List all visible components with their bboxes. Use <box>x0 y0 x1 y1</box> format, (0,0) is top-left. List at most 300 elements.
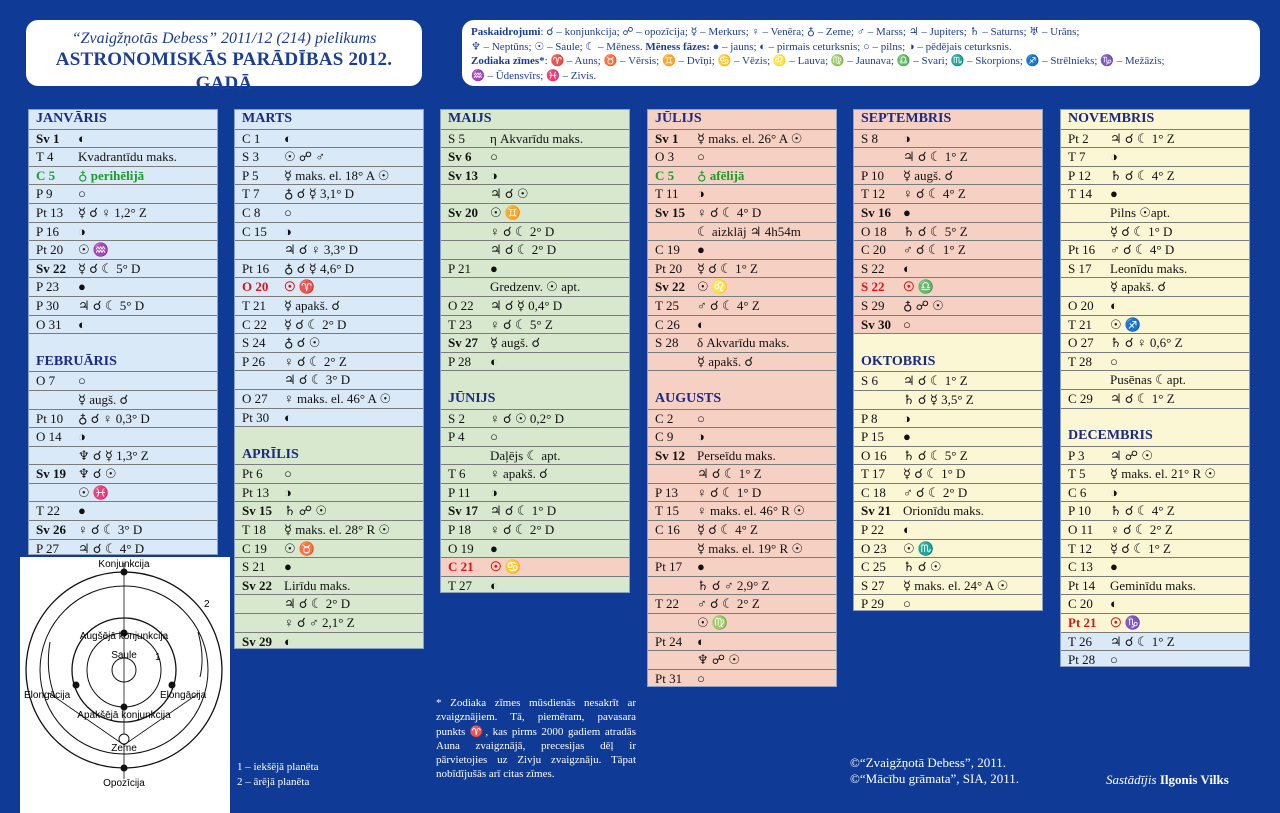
event-text: ○ <box>78 186 86 202</box>
event-text: ● <box>78 503 86 519</box>
month-augusts <box>648 410 836 688</box>
event-row <box>648 577 836 596</box>
event-date: C 9 <box>655 429 674 445</box>
event-row <box>854 558 1042 577</box>
footnote: * Zodiaka zīmes mūsdienās nesakrīt ar zvaigznājiem. Tā, piemēram, pavasara punkts ♈, kas pirms 2000 gadiem atradās Auna zvaigznājā, precesijas dēļ ir pārvietojies uz Zivju zvaigznāju. Tāpat nobīdījušās arī citas zīmes. <box>436 697 636 781</box>
event-row <box>854 204 1042 223</box>
event-row <box>235 241 423 260</box>
event-date: P 30 <box>36 297 59 313</box>
event-text: ◑ <box>697 429 705 445</box>
event-row <box>854 278 1042 297</box>
event-row <box>854 595 1042 611</box>
event-date: P 27 <box>36 540 59 555</box>
event-date: Sv 15 <box>655 204 685 220</box>
event-date: O 22 <box>448 297 474 313</box>
event-date: C 26 <box>655 316 680 332</box>
author <box>1106 772 1229 788</box>
event-row <box>1061 577 1249 596</box>
event-text: ♂ ☌ ☾ 2° D <box>903 484 968 500</box>
event-text: ◐ <box>903 260 911 276</box>
event-date: O 18 <box>861 223 887 239</box>
legend-line2b: ● – jauns; ◐ – pirmais ceturksnis; ○ – pilns; ◑ – pēdējais ceturksnis. <box>709 40 1012 53</box>
month-heading: JŪLIJS <box>648 110 836 130</box>
event-text: ♂ ☌ ☾ 4° Z <box>697 297 760 313</box>
event-row <box>648 278 836 297</box>
event-text: ◐ <box>1110 596 1118 612</box>
event-date: T 21 <box>1068 316 1092 332</box>
event-text: ♀ ☌ ☾ 2° Z <box>284 353 347 369</box>
event-row <box>854 223 1042 242</box>
event-row <box>854 316 1042 335</box>
event-row <box>29 297 217 316</box>
diagram-label-saule: Saule <box>111 650 137 661</box>
event-text: Pusēnas ☾apt. <box>1110 372 1186 388</box>
event-row <box>235 465 423 484</box>
event-text: ♃ ☍ ☉ <box>1110 447 1153 463</box>
legend-label: Paskaidrojumi <box>471 26 541 38</box>
legend-zodiac-label: Zodiaka zīmes* <box>471 55 545 68</box>
event-row <box>235 278 423 297</box>
event-text: ☿ maks. el. 18° A ☉ <box>284 167 390 183</box>
month-heading: OKTOBRIS <box>854 353 1042 373</box>
event-date: Sv 22 <box>242 577 272 593</box>
event-row <box>854 465 1042 484</box>
event-date: T 25 <box>655 297 679 313</box>
event-date: C 20 <box>1068 596 1093 612</box>
event-text: ♀ ☌ ☉ 0,2° D <box>490 410 564 426</box>
event-row <box>441 278 629 297</box>
event-text: ♄ ☌ ☾ 4° Z <box>1110 503 1175 519</box>
event-date: C 6 <box>1068 484 1087 500</box>
event-text: ○ <box>284 204 292 220</box>
event-row <box>29 410 217 429</box>
event-row <box>441 353 629 372</box>
column-may-jun <box>440 109 630 593</box>
event-text: ☉ ☍ ♂ <box>284 149 326 165</box>
event-text: ☿ ☌ ☾ 1° D <box>903 466 966 482</box>
event-text: ♀ ☌ ☾ 2° D <box>490 223 555 239</box>
month-junijs <box>441 410 629 594</box>
event-date: T 22 <box>655 596 679 612</box>
month-heading: JŪNIJS <box>441 390 629 410</box>
event-text: ♃ ☌ ☾ 1° D <box>490 503 557 519</box>
event-date: Pt 21 <box>1068 615 1097 631</box>
event-date: P 9 <box>36 186 53 202</box>
event-date: Pt 16 <box>242 260 270 276</box>
event-row <box>235 558 423 577</box>
event-date: P 16 <box>36 223 59 239</box>
event-text: ○ <box>903 316 911 332</box>
event-date: T 12 <box>861 186 885 202</box>
diagram-label-elong-left: Elongācija <box>24 690 71 701</box>
event-row <box>648 316 836 335</box>
event-text: ♆ ☌ ☿ 1,3° Z <box>78 447 149 463</box>
event-text: ☉ ♈ <box>284 279 316 295</box>
event-row <box>235 167 423 186</box>
event-row <box>235 540 423 559</box>
event-date: O 23 <box>861 540 887 556</box>
event-row <box>1061 204 1249 223</box>
event-row <box>648 558 836 577</box>
event-row <box>235 614 423 633</box>
month-heading: MARTS <box>235 110 423 130</box>
event-row <box>854 502 1042 521</box>
event-date: T 26 <box>1068 633 1092 649</box>
event-date: T 7 <box>1068 149 1086 165</box>
event-date: O 20 <box>242 279 269 295</box>
month-septembris <box>854 130 1042 335</box>
event-text: ● <box>697 559 705 575</box>
event-row <box>1061 371 1249 390</box>
event-text: ○ <box>903 596 911 611</box>
event-date: Sv 29 <box>242 633 272 649</box>
event-text: ♁ perihēlijā <box>78 167 145 183</box>
event-text: ☿ ☌ ☾ 5° D <box>78 260 141 276</box>
event-text: ♃ ☌ ☾ 1° Z <box>1110 390 1175 406</box>
event-text: ☿ apakš. ☌ <box>1110 279 1167 295</box>
event-date: Sv 27 <box>448 335 478 351</box>
column-jan-feb <box>28 109 218 555</box>
event-text: ◑ <box>903 130 911 146</box>
event-date: C 20 <box>861 242 886 258</box>
event-row <box>235 334 423 353</box>
event-row <box>854 297 1042 316</box>
event-row <box>441 558 629 577</box>
month-marts <box>235 130 423 428</box>
month-julijs <box>648 130 836 372</box>
event-row <box>1061 167 1249 186</box>
event-text: ♄ ☌ ☾ 4° Z <box>1110 167 1175 183</box>
event-date: S 29 <box>861 297 885 313</box>
month-januaris <box>29 130 217 335</box>
event-date: P 15 <box>861 429 884 445</box>
event-date: O 27 <box>1068 335 1094 351</box>
event-date: P 8 <box>861 410 878 426</box>
event-date: C 19 <box>655 242 680 258</box>
event-text: ♀ apakš. ☌ <box>490 466 548 482</box>
event-date: P 10 <box>1068 503 1091 519</box>
event-date: P 5 <box>242 167 259 183</box>
legend-line1: : ☌ – konjunkcija; ☍ – opozīcija; ☿ – Merkurs; ♀ – Venēra; ♁ – Zeme; ♂ – Marss; ♃ – Jupiters; ♄ – Saturns; ♅ – Urāns; <box>540 26 1080 38</box>
event-text: ♂ ☌ ☾ 4° D <box>1110 242 1175 258</box>
diagram-label-num2: 2 <box>204 599 210 610</box>
event-date: C 5 <box>36 167 56 183</box>
event-row <box>441 428 629 447</box>
event-text: ☉ ♍ <box>697 615 729 631</box>
event-row <box>235 409 423 428</box>
event-row <box>29 167 217 186</box>
event-text: ♀ ☌ ☾ 3° D <box>78 522 143 538</box>
event-row <box>648 185 836 204</box>
event-date: T 27 <box>448 577 472 593</box>
event-row <box>235 204 423 223</box>
event-text: ● <box>903 429 911 445</box>
event-text: ☉ ♒ <box>78 242 110 258</box>
event-text: ♄ ☌ ☾ 5° Z <box>903 223 968 239</box>
event-row <box>1061 465 1249 484</box>
event-row <box>648 148 836 167</box>
event-date: O 20 <box>1068 297 1094 313</box>
event-text: ♄ ☍ ☉ <box>284 503 327 519</box>
event-date: S 22 <box>861 260 885 276</box>
event-text: ○ <box>697 670 705 686</box>
event-date: C 8 <box>242 204 261 220</box>
month-heading: JANVĀRIS <box>29 110 217 130</box>
event-row <box>441 297 629 316</box>
event-row <box>29 521 217 540</box>
event-date: T 14 <box>1068 186 1092 202</box>
event-row <box>441 540 629 559</box>
event-row <box>441 241 629 260</box>
event-row <box>441 577 629 593</box>
month-heading: DECEMBRIS <box>1061 427 1249 447</box>
diagram-legend-line2: 2 – ārējā planēta <box>237 776 310 788</box>
event-text: ♂ ☌ ☾ 1° Z <box>903 242 966 258</box>
event-text: ☉ ♉ <box>284 540 316 556</box>
event-text: ◐ <box>284 409 292 425</box>
diagram-label-elong-right: Elongācija <box>160 690 207 701</box>
event-text: ● <box>78 279 86 295</box>
author-label: Sastādījis <box>1106 772 1157 787</box>
event-row <box>648 484 836 503</box>
event-row <box>1061 185 1249 204</box>
event-text: ♀ ☌ ☾ 5° Z <box>490 316 553 332</box>
event-date: O 16 <box>861 447 887 463</box>
event-date: Sv 30 <box>861 316 891 332</box>
event-text: ♁ ☌ ♀ 0,3° D <box>78 410 150 426</box>
event-text: ○ <box>697 149 705 165</box>
event-date: Pt 28 <box>1068 652 1096 667</box>
event-text: ☿ apakš. ☌ <box>697 353 754 369</box>
event-date: Sv 16 <box>861 204 891 220</box>
event-text: ☿ ☌ ☾ 1° Z <box>1110 540 1172 556</box>
event-text: ♀ ☌ ☾ 1° D <box>697 484 762 500</box>
event-text: ♁ ☍ ☉ <box>903 297 944 313</box>
event-text: ☿ ☌ ☾ 2° D <box>284 316 347 332</box>
event-text: ◑ <box>284 484 292 500</box>
month-heading: NOVEMBRIS <box>1061 110 1249 130</box>
event-row <box>648 447 836 466</box>
copyright-line2: ©“Mācību grāmata”, SIA, 2011. <box>850 771 1019 786</box>
event-text: ☿ augš. ☌ <box>490 335 541 351</box>
event-text: ☿ ☌ ☾ 4° Z <box>697 522 759 538</box>
event-date: T 21 <box>242 297 266 313</box>
event-row <box>1061 614 1249 633</box>
event-date: P 22 <box>861 522 884 538</box>
event-row <box>29 372 217 391</box>
event-date: Sv 21 <box>861 503 891 519</box>
event-text: ☾ aizklāj ♃ 4h54m <box>697 223 801 239</box>
orbit-diagram-svg <box>20 557 230 813</box>
event-text: ♃ ☌ ☾ 5° D <box>78 297 145 313</box>
event-date: Sv 15 <box>242 503 272 519</box>
event-date: P 11 <box>448 484 471 500</box>
diagram-label-apaksja: Apakšējā konjunkcija <box>77 710 171 721</box>
event-row <box>235 371 423 390</box>
event-row <box>1061 595 1249 614</box>
event-date: Pt 2 <box>1068 130 1089 146</box>
event-date: C 25 <box>861 559 886 575</box>
event-row <box>1061 297 1249 316</box>
event-row <box>1061 353 1249 372</box>
event-row <box>854 521 1042 540</box>
event-row <box>441 447 629 466</box>
event-text: ♄ ☌ ☉ <box>903 559 942 575</box>
event-row <box>648 260 836 279</box>
event-date: Pt 6 <box>242 466 263 482</box>
event-text: ♃ ☌ ☾ 2° D <box>284 596 351 612</box>
month-heading: APRĪLIS <box>235 446 423 466</box>
event-date: P 29 <box>861 596 884 611</box>
event-text: ☉ ♋ <box>490 559 522 575</box>
event-date: P 18 <box>448 522 471 538</box>
event-text: ◐ <box>1110 297 1118 313</box>
event-text: ♀ ☌ ☾ 2° Z <box>1110 522 1173 538</box>
copyright-line1: ©“Zvaigžņotā Debess”, 2011. <box>850 755 1006 770</box>
event-row <box>29 447 217 466</box>
event-row <box>648 167 836 186</box>
event-text: ♆ ☍ ☉ <box>697 652 740 668</box>
event-row <box>648 633 836 652</box>
month-heading: AUGUSTS <box>648 390 836 410</box>
event-text: ◑ <box>697 186 705 202</box>
column-mar-apr <box>234 109 424 649</box>
event-date: O 14 <box>36 429 62 445</box>
event-date: Pt 30 <box>242 409 270 425</box>
event-text: ☉ ♌ <box>697 279 729 295</box>
event-text: ○ <box>490 429 498 445</box>
legend-line4: ♒ – Ūdensvīrs; ♓ – Zivis. <box>471 69 597 82</box>
event-text: ☉ ♓ <box>78 484 110 500</box>
diagram-label-zeme: Zeme <box>111 743 137 754</box>
event-text: ☉ ♏ <box>903 540 935 556</box>
event-date: O 27 <box>242 390 268 406</box>
event-row <box>648 595 836 614</box>
event-row <box>854 577 1042 596</box>
event-text: ○ <box>284 466 292 482</box>
event-row <box>29 465 217 484</box>
event-date: O 11 <box>1068 522 1094 538</box>
event-text: ◐ <box>490 577 498 593</box>
event-text: ☉ ♎ <box>903 279 935 295</box>
event-row <box>648 521 836 540</box>
event-row <box>29 204 217 223</box>
event-text: ♃ ☌ ☿ 0,4° D <box>490 297 563 313</box>
event-row <box>648 223 836 242</box>
event-text: ♄ ☌ ♀ 0,6° Z <box>1110 335 1183 351</box>
event-row <box>441 410 629 429</box>
event-row <box>648 297 836 316</box>
event-date: Sv 1 <box>36 130 60 146</box>
event-row <box>648 241 836 260</box>
event-row <box>854 447 1042 466</box>
event-row <box>235 223 423 242</box>
event-row <box>441 260 629 279</box>
event-text: Pilns ☉apt. <box>1110 204 1171 220</box>
event-text: ● <box>490 540 498 556</box>
event-date: T 4 <box>36 149 54 165</box>
event-text: ♁ afēlijā <box>697 167 745 183</box>
event-date: Sv 22 <box>655 279 685 295</box>
event-date: Sv 13 <box>448 167 478 183</box>
event-row <box>1061 130 1249 149</box>
event-row <box>854 540 1042 559</box>
event-date: S 17 <box>1068 260 1092 276</box>
event-text: ♄ ☌ ☿ 3,5° Z <box>903 391 974 407</box>
event-row <box>235 353 423 372</box>
event-text: ♆ ☌ ☉ <box>78 466 117 482</box>
page-subtitle: “Zvaigžņotās Debess” 2011/12 (214) pielikums <box>71 30 377 47</box>
event-text: ◑ <box>284 223 292 239</box>
event-text: ◑ <box>903 410 911 426</box>
event-text: ☿ maks. el. 26° A ☉ <box>697 130 803 146</box>
event-text: ♂ ☌ ☾ 2° Z <box>697 596 760 612</box>
event-text: ○ <box>1110 652 1118 667</box>
event-date: Pt 20 <box>36 242 64 258</box>
event-date: S 8 <box>861 130 878 146</box>
event-row <box>441 465 629 484</box>
event-date: C 19 <box>242 540 267 556</box>
event-row <box>441 148 629 167</box>
event-text: ◑ <box>490 484 498 500</box>
event-text: ● <box>903 204 911 220</box>
event-date: S 6 <box>861 373 878 389</box>
event-text: ○ <box>1110 353 1118 369</box>
event-text: ◑ <box>78 429 86 445</box>
event-date: T 7 <box>242 186 260 202</box>
event-row <box>648 465 836 484</box>
event-text: ♄ ☌ ☾ 5° Z <box>903 447 968 463</box>
event-row <box>235 521 423 540</box>
event-date: O 7 <box>36 373 56 389</box>
legend-phases-label: Mēness fāzes: <box>645 40 710 53</box>
event-date: C 2 <box>655 410 674 426</box>
event-row <box>29 260 217 279</box>
event-row <box>441 484 629 503</box>
month-oktobris <box>854 372 1042 611</box>
diagram-legend <box>237 760 319 790</box>
event-text: Orionīdu maks. <box>903 503 984 519</box>
diagram-label-opozicija: Opozīcija <box>103 778 145 789</box>
event-text: ☿ ☌ ☾ 1° D <box>1110 223 1173 239</box>
event-row <box>1061 540 1249 559</box>
event-text: ♃ ☌ ☾ 3° D <box>284 372 351 388</box>
event-date: C 21 <box>448 559 474 575</box>
event-text: ♀ ☌ ☾ 2° D <box>490 522 555 538</box>
event-row <box>29 428 217 447</box>
event-row <box>648 130 836 149</box>
event-text: ☿ apakš. ☌ <box>284 297 341 313</box>
event-row <box>29 316 217 335</box>
event-text: Lirīdu maks. <box>284 577 351 593</box>
event-row <box>1061 241 1249 260</box>
column-jul-aug <box>647 109 837 687</box>
event-date: P 12 <box>1068 167 1091 183</box>
event-text: ☿ ☌ ☾ 1° Z <box>697 260 759 276</box>
event-row <box>854 428 1042 447</box>
event-date: P 26 <box>242 353 265 369</box>
event-row <box>1061 316 1249 335</box>
event-text: ☿ maks. el. 24° A ☉ <box>903 577 1009 593</box>
event-row <box>235 484 423 503</box>
event-row <box>441 130 629 149</box>
event-text: ◑ <box>1110 484 1118 500</box>
event-date: Pt 20 <box>655 260 683 276</box>
event-date: T 6 <box>448 466 466 482</box>
event-date: C 16 <box>655 522 680 538</box>
event-text: ♃ ☌ ☾ 2° D <box>490 242 557 258</box>
event-text: Leonīdu maks. <box>1110 260 1188 276</box>
